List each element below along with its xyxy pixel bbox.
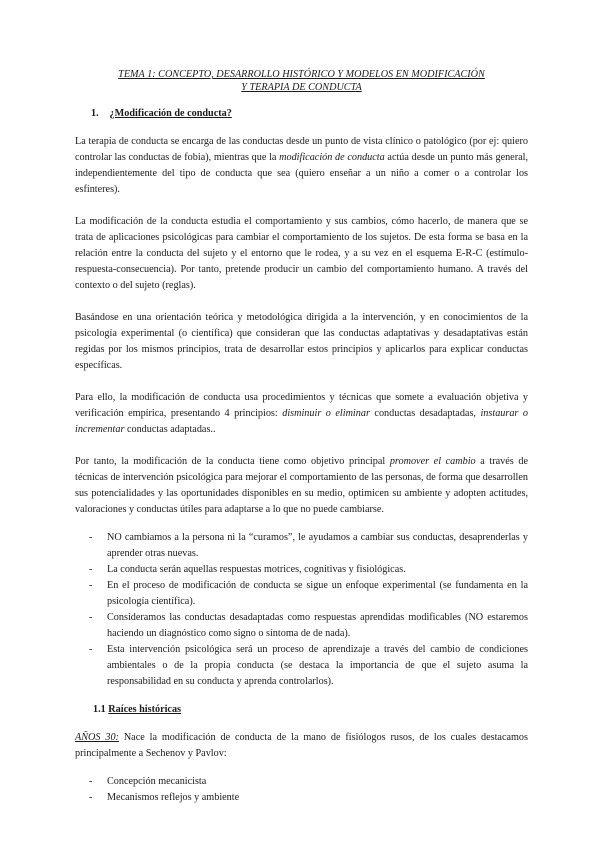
paragraph-5	[75, 454, 528, 518]
paragraph-5-emphasis: promover el cambio	[389, 456, 476, 467]
subsection-number: 1.1	[93, 704, 106, 715]
list-item-text: La conducta serán aquellas respuestas motrices, cognitivas y fisiológicas.	[107, 564, 406, 575]
paragraph-4	[75, 390, 528, 438]
paragraph-4-text-c: conductas adaptadas..	[124, 424, 216, 435]
bullet-dash-icon: -	[89, 612, 93, 623]
bullet-dash-icon: -	[89, 792, 93, 803]
section-number: 1.	[91, 108, 99, 119]
paragraph-4-text-a: Para ello, la modificación de conducta usa procedimientos y técnicas que somete a evaluación objetiva y verificación empírica, presentando 4 principios:	[75, 392, 528, 419]
bullet-dash-icon: -	[89, 564, 93, 575]
list-item-text: En el proceso de modificación de conducta se sigue un enfoque experimental (se fundamenta en la psicología científica).	[107, 580, 528, 607]
list-item	[89, 562, 528, 578]
list-item-text: Esta intervención psicológica será un proceso de aprendizaje a través del cambio de condiciones ambientales o de la propia conducta (se destaca la importancia de que el sujeto asuma la responsabilidad en su conducta y aprenda controlarlos).	[107, 644, 528, 687]
title-line-1: TEMA 1: CONCEPTO, DESARROLLO HISTÓRICO Y MODELOS EN MODIFICACIÓN	[118, 69, 485, 80]
list-item	[89, 530, 528, 562]
list-item	[89, 578, 528, 610]
bullet-list-2	[89, 774, 528, 806]
paragraph-1-text-a: La terapia de conducta se encarga de las conductas desde un punto de vista clínico o patológico (por ej: quiero controlar las conductas de fobia), mientras que la	[75, 136, 528, 163]
bullet-dash-icon: -	[89, 580, 93, 591]
list-item	[89, 790, 528, 806]
list-item-text: NO cambiamos a la persona ni la “curamos”, le ayudamos a cambiar sus conductas, desaprenderlas y aprender otras nuevas.	[107, 532, 528, 559]
bullet-dash-icon: -	[89, 776, 93, 787]
title-line-2: Y TERAPIA DE CONDUCTA	[241, 82, 362, 93]
list-item-text: Mecanismos reflejos y ambiente	[107, 792, 240, 803]
list-item	[89, 774, 528, 790]
paragraph-3: Basándose en una orientación teórica y metodológica dirigida a la intervención, y en conocimientos de la psicología experimental (o científica) que consideran que las conductas adaptativas y desadaptativas están regidas por los mismos principios, trata de desarrollar estos principios y aplicarlos para explicar conductas específicas.	[75, 312, 528, 371]
paragraph-2: La modificación de la conducta estudia el comportamiento y sus cambios, cómo hacerlo, de manera que se trata de aplicaciones psicológicas para cambiar el comportamiento de los sujetos. De esta forma se basa en la relación entre la conducta del sujeto y el entorno que le rodea, y a su vez en el esquema E-R-C (estímulo-respuesta-consecuencia). Por tanto, pretende producir un cambio del comportamiento humano. A través del contexto o del sujeto (reglas).	[75, 216, 528, 291]
bullet-list	[89, 530, 528, 690]
subsection-heading	[93, 702, 528, 718]
subsection-label: Raíces históricas	[108, 704, 181, 715]
document-content	[75, 68, 528, 806]
list-item-text: Concepción mecanicista	[107, 776, 207, 787]
bullet-dash-icon: -	[89, 644, 93, 655]
paragraph-4-text-b: conductas desadaptadas,	[369, 408, 481, 419]
paragraph-1-text-b: actúa desde un punto más general, independientemente del tipo de conducta que sea (quiero enseñar a un niño a comer o a controlar los esfínteres).	[75, 152, 528, 195]
paragraph-1	[75, 134, 528, 198]
paragraph-6	[75, 730, 528, 762]
document-title	[75, 68, 528, 94]
paragraph-5-text-b: a través de técnicas de intervención psicológica para mejorar el comportamiento de las personas, de forma que desarrollen sus potencialidades y las oportunidades disponibles en su medio, optimicen su ambiente y adopten actitudes, valoraciones y conductas útiles para adaptarse a lo que no puede cambiarse.	[75, 456, 528, 515]
paragraph-5-text-a: Por tanto, la modificación de la conducta tiene como objetivo principal	[75, 456, 390, 467]
section-heading-1	[91, 106, 528, 122]
list-item-text: Consideramos las conductas desadaptadas como respuestas aprendidas modificables (NO estaremos haciendo un diagnóstico como signo o síntoma de de nada).	[107, 612, 528, 639]
paragraph-4-emphasis-2: instaurar o incrementar	[75, 408, 528, 435]
list-item	[89, 610, 528, 642]
era-label: AÑOS 30:	[75, 732, 119, 743]
list-item	[89, 642, 528, 690]
bullet-dash-icon: -	[89, 532, 93, 543]
paragraph-4-emphasis-1: disminuir o eliminar	[282, 408, 370, 419]
paragraph-6-text: Nace la modificación de conducta de la mano de fisiólogos rusos, de los cuales destacamos principalmente a Sechenov y Pavlov:	[75, 732, 528, 759]
paragraph-1-emphasis: modificación de conducta	[279, 152, 385, 163]
section-label: ¿Modificación de conducta?	[109, 108, 232, 119]
